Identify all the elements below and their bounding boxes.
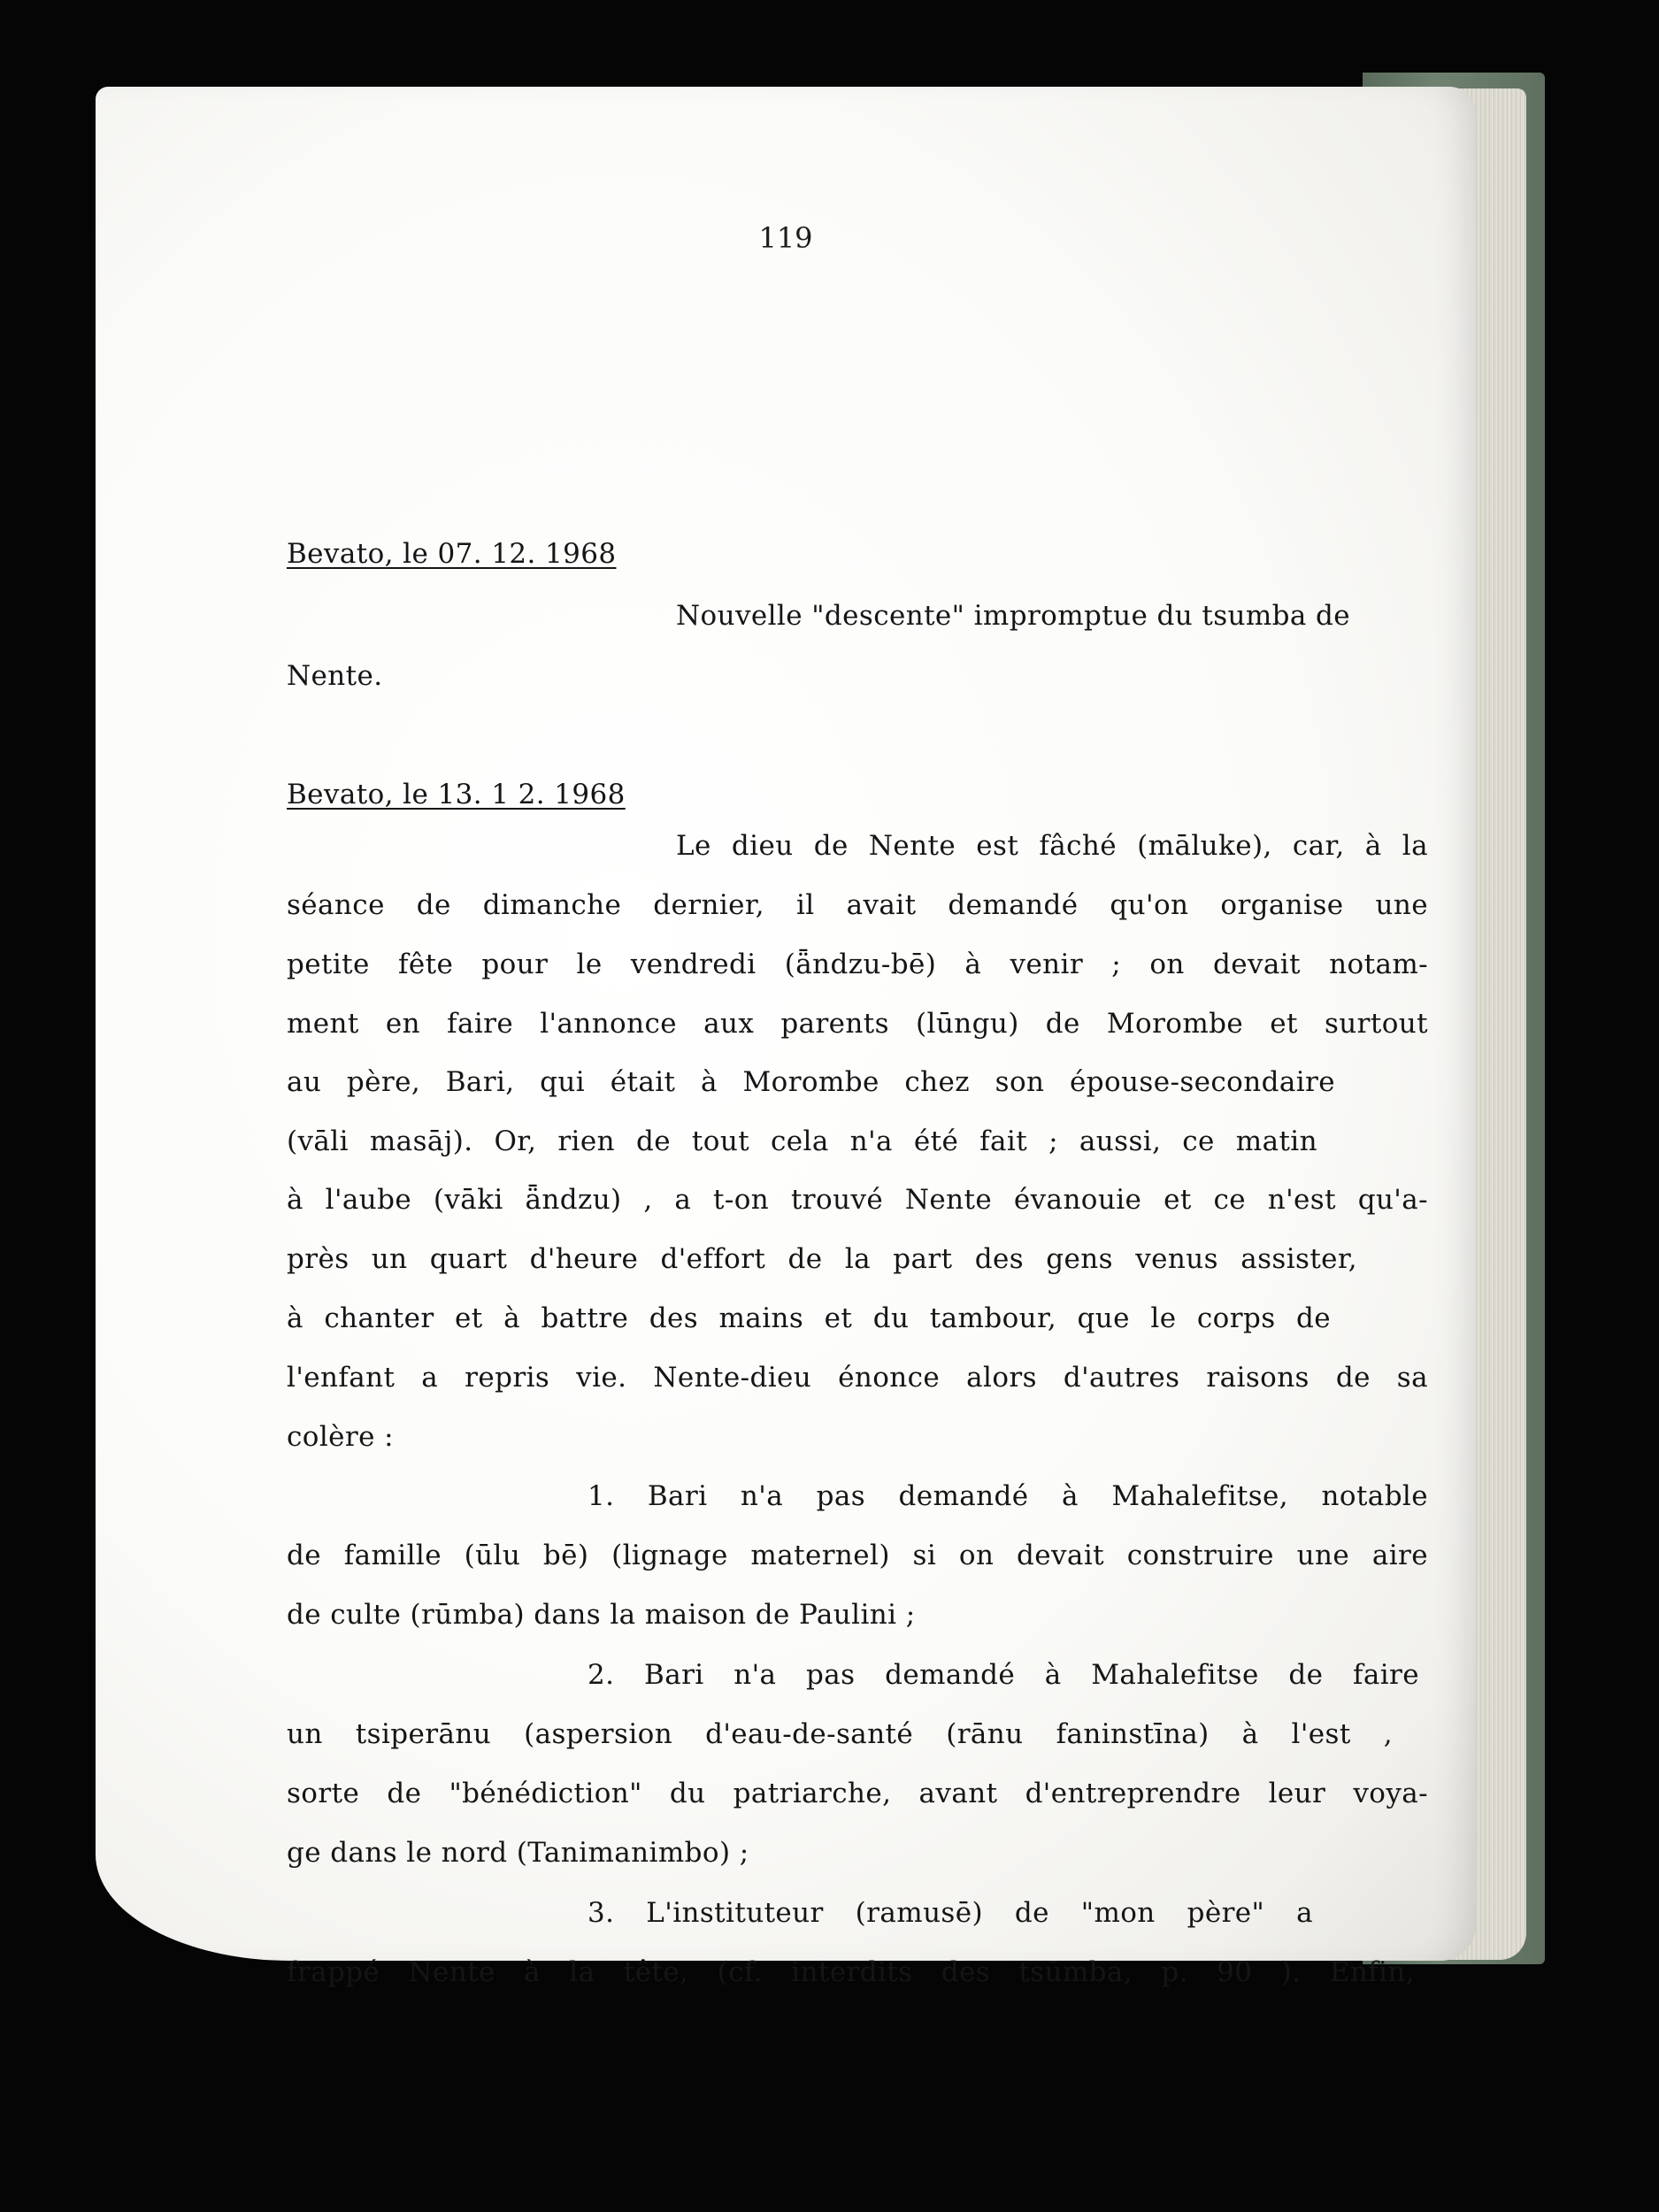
paragraph-line: petite fête pour le vendredi (ǟndzu-bē) à venir ; on devait notam- bbox=[287, 949, 1428, 980]
list-item-line: un tsiperānu (aspersion d'eau-de-santé (rānu faninstīna) à l'est , bbox=[287, 1718, 1393, 1750]
entry-heading: Bevato, le 07. 12. 1968 bbox=[287, 538, 617, 570]
list-item-line: de culte (rūmba) dans la maison de Paulini ; bbox=[287, 1599, 916, 1631]
list-item-line: ge dans le nord (Tanimanimbo) ; bbox=[287, 1837, 749, 1869]
entry-lead: Nouvelle "descente" impromptue du tsumba de bbox=[676, 600, 1351, 632]
list-item-line: 3. L'instituteur (ramusē) de "mon père" a bbox=[588, 1897, 1313, 1929]
paragraph-line: Le dieu de Nente est fâché (māluke), car, à la bbox=[676, 830, 1428, 862]
entry-continuation: Nente. bbox=[287, 660, 383, 692]
list-item-line: de famille (ūlu bē) (lignage maternel) si on devait construire une aire bbox=[287, 1540, 1428, 1571]
list-item-line: frappé Nente à la tête, (cf. interdits des tsūmba, p. 90 ). Enfin, bbox=[287, 1956, 1415, 1988]
paragraph-line: colère : bbox=[287, 1421, 394, 1453]
book-page bbox=[96, 87, 1476, 1988]
paragraph-line: au père, Bari, qui était à Morombe chez son épouse-secondaire bbox=[287, 1066, 1335, 1098]
paragraph-line: à chanter et à battre des mains et du tambour, que le corps de bbox=[287, 1302, 1331, 1334]
paragraph-line: séance de dimanche dernier, il avait demandé qu'on organise une bbox=[287, 889, 1428, 921]
paragraph-line: l'enfant a repris vie. Nente-dieu énonce alors d'autres raisons de sa bbox=[287, 1362, 1428, 1394]
list-item-line: 1. Bari n'a pas demandé à Mahalefitse, notable bbox=[588, 1480, 1428, 1512]
paragraph-line: (vāli masāj). Or, rien de tout cela n'a été fait ; aussi, ce matin bbox=[287, 1125, 1317, 1157]
entry-heading: Bevato, le 13. 1 2. 1968 bbox=[287, 779, 626, 810]
paragraph-line: ment en faire l'annonce aux parents (lūngu) de Morombe et surtout bbox=[287, 1008, 1428, 1040]
list-item-line: sorte de "bénédiction" du patriarche, avant d'entreprendre leur voya- bbox=[287, 1778, 1428, 1809]
list-item-line: 2. Bari n'a pas demandé à Mahalefitse de faire bbox=[588, 1659, 1419, 1691]
paragraph-line: près un quart d'heure d'effort de la part des gens venus assister, bbox=[287, 1243, 1357, 1275]
paragraph-line: à l'aube (vāki ǟndzu) , a t-on trouvé Nente évanouie et ce n'est qu'a- bbox=[287, 1184, 1428, 1216]
page-number: 119 bbox=[758, 221, 813, 255]
